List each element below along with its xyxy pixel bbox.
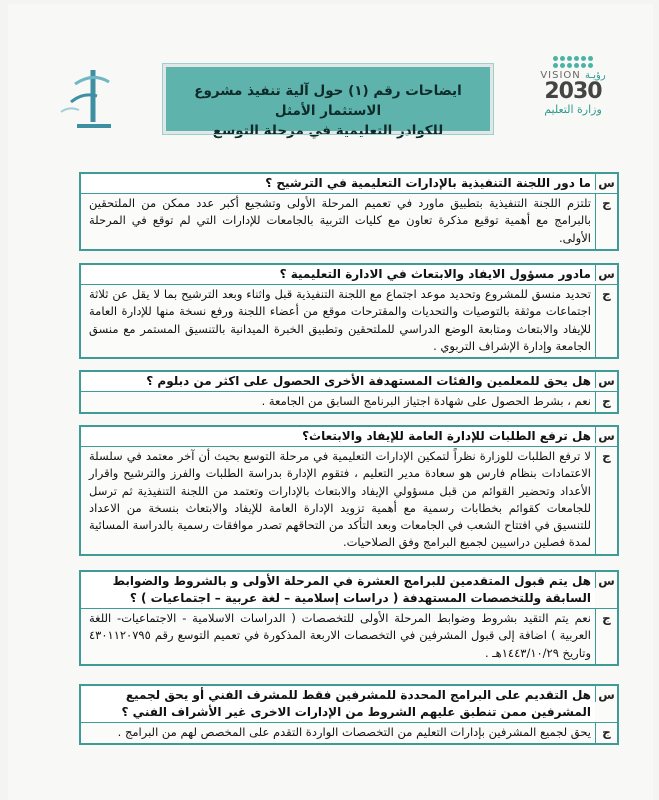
ifad-ibtiath-logo xyxy=(53,62,123,142)
a-label: ج xyxy=(595,392,617,412)
q-label: س xyxy=(595,686,617,702)
a-label: ج xyxy=(595,194,617,249)
ministry-name: وزارة التعليم xyxy=(544,103,602,116)
q-label: س xyxy=(595,372,617,388)
qa-block-2 xyxy=(79,263,619,359)
vision-ar: رؤيـة xyxy=(584,70,606,81)
qa-block-1 xyxy=(79,172,619,251)
q-label: س xyxy=(595,427,617,443)
question-text: هل يحق للمعلمين والفئات المستهدفة الأخرى الحصول على اكثر من دبلوم ؟ xyxy=(81,372,595,391)
answer-text: تلتزم اللجنة التنفيذية بتطبيق ماورد في تعميم المرحلة الأولى وتشجيع أكبر عدد ممكن من الملتحقين بالبرامج مع أهمية توقيع مذكرة تعاون مع كليات التربية بالجامعات للإدارات التي لم توقع في المرحلة الأولى. xyxy=(89,196,591,245)
title-line-1: ايضاحات رقم (١) حول آلية تنفيذ مشروع الاستثمار الأمثل xyxy=(194,83,462,119)
vision-year: 2030 xyxy=(544,79,602,104)
a-label: ج xyxy=(595,609,617,664)
a-label: ج xyxy=(595,285,617,357)
answer-text: نعم يتم التقيد بشروط وضوابط المرحلة الأولى للتخصصات ( الدراسات الاسلامية - الاجتماعيات- اللغة العربية ) اضافة إلى قبول المشرفين في التخصصات الاربعة المذكورة في تعميم التوسع رقم ٤٣٠١١٢٠٧٩٥ وتاريخ ١٤٤٣/١٠/٢٩هـ . xyxy=(89,611,591,660)
a-label: ج xyxy=(595,723,617,743)
qa-block-6 xyxy=(79,684,619,745)
question-text: ما دور اللجنة التنفيذية بالإدارات التعليمية في الترشيح ؟ xyxy=(81,174,595,193)
a-label: ج xyxy=(595,447,617,554)
qa-block-5 xyxy=(79,570,619,666)
q-label: س xyxy=(595,572,617,588)
vision-dots-icon xyxy=(551,56,595,68)
answer-text: نعم ، بشرط الحصول على شهادة اجتياز البرنامج السابق من الجامعة . xyxy=(261,394,591,408)
answer-text: يحق لجميع المشرفين بإدارات التعليم من التخصصات الواردة التقدم على المخصص لهم من البرامج . xyxy=(117,725,591,739)
question-text: هل يتم قبول المتقدمين للبرامج العشرة في المرحلة الأولى و بالشروط والضوابط السابقة وللتخصصات المستهدفة ( دراسات إسلامية – لغة عربية – اجتماعيات ) ؟ xyxy=(81,572,595,608)
answer-text: لا ترفع الطلبات للوزارة نظراً لتمكين الإدارات التعليمية في مرحلة التوسع بحيث أن آخر معتمد في سلسلة الاعتمادات بنظام فارس هو سعادة مدير التعليم ، فتقوم الإدارة بدراسة الطلبات والفرز والترشيح واقرار الأعداد وتحضير القوائم من قبل مسؤولي الإيفاد والابتعاث بالإدارات وتعتمد من اللجنة التنفيذية ثم ترسل للجامعات كقوائم بخطابات رسمية مع أهمية تزويد الإدارة العامة للإيفاد والابتعاث بنسخة من الاعداد للتنسيق في افتتاح الشعب في الجامعات وبعد التأكد من التحاقهم تصدر موافقات رسمية بالدراسة المسائية لمدة فصلين دراسيين لجميع البرامج وفق الصلاحيات. xyxy=(89,449,591,550)
title-line-2: للكوادر التعليمية في مرحلة التوسع xyxy=(212,123,444,139)
qa-block-3 xyxy=(79,370,619,414)
q-label: س xyxy=(595,265,617,281)
question-text: هل ترفع الطلبات للإدارة العامة للإيفاد والابتعاث؟ xyxy=(81,427,595,446)
vision-2030-logo xyxy=(523,56,623,136)
question-text: هل التقديم على البرامج المحددة للمشرفين فقط للمشرف الفني أو يحق لجميع المشرفين ممن تنطبق عليهم الشروط من الإدارات الاخرى غير الأشراف الفني ؟ xyxy=(81,686,595,722)
q-label: س xyxy=(595,174,617,190)
page-title xyxy=(163,64,493,139)
question-text: مادور مسؤول الايفاد والابتعاث في الادارة التعليمية ؟ xyxy=(81,265,595,284)
vision-label: VISION xyxy=(540,70,581,81)
ifad-logo-icon xyxy=(53,62,123,142)
answer-text: تحديد منسق للمشروع وتحديد موعد اجتماع مع اللجنة التنفيذية قبل واثناء وبعد الترشيح بما لا يقل عن ثلاثة اجتماعات موثقة بالتوصيات والتحديات والمقترحات موقع من أعضاء اللجنة ورفع نسخة منها للإدارة العامة للإيفاد والابتعاث ومتابعة الوضع الدراسي للملتحقين وتطبيق الخبرة الميدانية بالتنسيق المستمر مع منسق الجامعة وإدارة الإشراف التربوي . xyxy=(89,287,591,353)
qa-block-4 xyxy=(79,425,619,556)
